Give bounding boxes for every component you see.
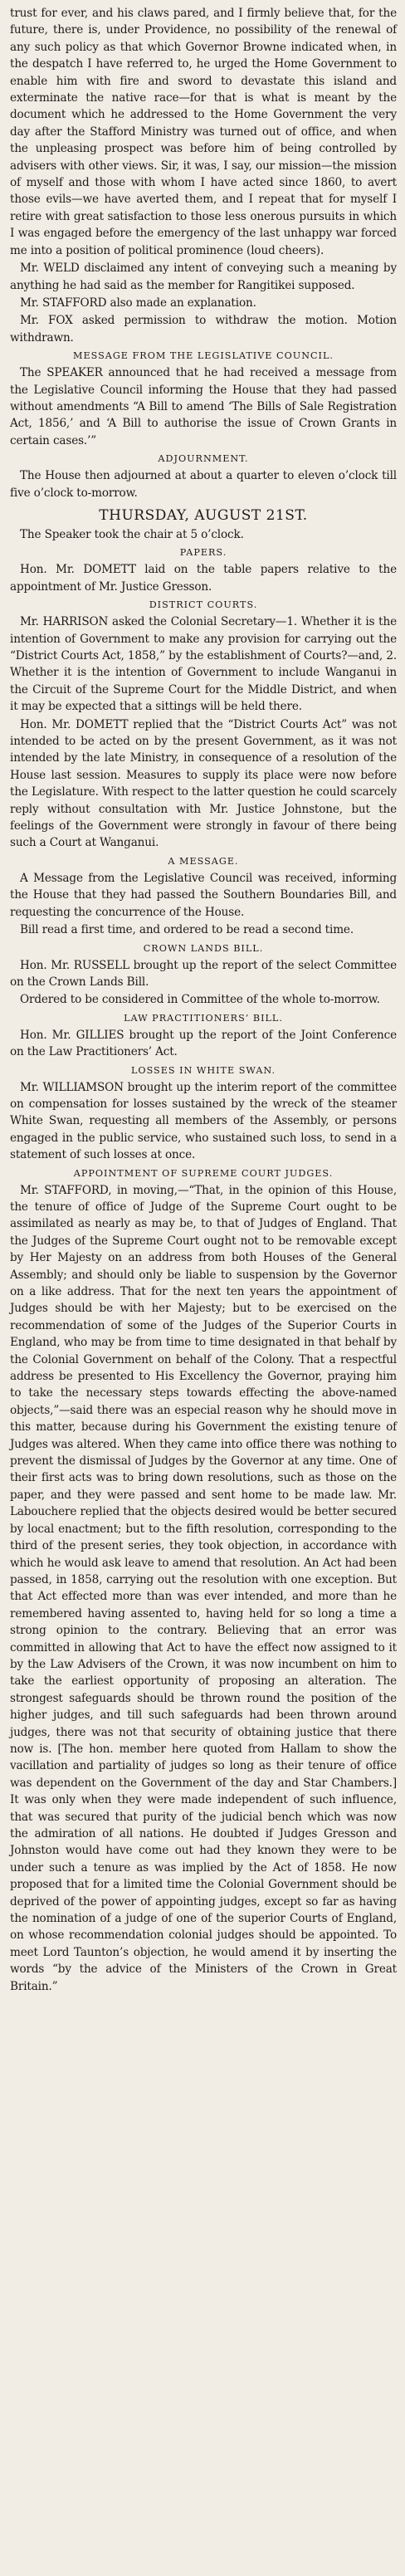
section-heading-white-swan-losses: LOSSES IN WHITE SWAN.	[130, 1064, 276, 1076]
adjournment-paragraph: The House then adjourned at about a quarter to eleven o’clock till five o’clock to-morrow.	[10, 469, 397, 500]
section-heading-adjournment: ADJOURNMENT.	[158, 453, 249, 465]
williamson-report-paragraph: Mr. WILLIAMSON brought up the interim report of the committee on compensation for losses sustained by the wreck of the steamer White Swan, requesting all members of the Assembly, or persons engaged in the public service, who sustained such loss, to send in a statement of such losses at once.	[10, 1080, 397, 1162]
date-heading: THURSDAY, AUGUST 21ST.	[99, 506, 308, 524]
weld-disclaimer-paragraph: Mr. WELD disclaimed any intent of conveying such a meaning by anything he had said as the member for Rangitikei supposed.	[10, 262, 397, 292]
section-heading-supreme-court-judges: APPOINTMENT OF SUPREME COURT JUDGES.	[73, 1167, 334, 1179]
stafford-explanation-paragraph: Mr. STAFFORD also made an explanation.	[20, 296, 256, 310]
speaker-chair-paragraph: The Speaker took the chair at 5 o’clock.	[20, 527, 244, 541]
domett-reply-paragraph: Hon. Mr. DOMETT replied that the “District Courts Act” was not intended to be acted on by the present Government, as it was not intended by the late Ministry, in consequence of a resolution of the House last session. Measures to supply its place were now before the Legislature. With respect to the latter question he could scarcely reply without consultation with Mr. Justice Johnstone, but the feelings of the Government were strongly in favour of there being such a Court at Wanganui.	[10, 717, 397, 850]
speaker-announcement-paragraph: The SPEAKER announced that he had received a message from the Legislative Council informing the House that they had passed without amendments “A Bill to amend ‘The Bills of Sale Registration Act, 1856,’ and ‘A Bill to authorise the issue of Crown Grants in certain cases.’”	[10, 366, 397, 447]
section-heading-message: A MESSAGE.	[168, 855, 239, 867]
section-heading-crown-lands-bill: CROWN LANDS BILL.	[143, 942, 264, 954]
speech-continuation-paragraph: trust for ever, and his claws pared, and I firmly believe that, for the future, there is, under Providence, no possibility of the renewal of any such policy as that which Governor Browne indicated when, in the despatch I have referred to, he urged the Home Government to enable him with fire and sword to devastate this island and exterminate the native race—for that is what is meant by the document which he addressed to the Home Government the very day after the Stafford Ministry was turned out of office, and when the unpleasing prospect was before him of being controlled by advisers with other views. Sir, it was, I say, our mission—the mission of myself and those with whom I have acted since 1860, to avert those evils—we have averted them, and I repeat that for myself I retire with great satisfaction to those less onerous pursuits in which I was engaged before the emergency of the last unhappy war forced me into a position of political prominence (loud cheers).	[10, 7, 397, 257]
stafford-motion-paragraph: Mr. STAFFORD, in moving,—“That, in the opinion of this House, the tenure of office of Judge of the Supreme Court ought to be assimilated as nearly as may be, to that of Judges of England. That the Judges of the Supreme Court ought not to be removable except by Her Majesty on an address from both Houses of the General Assembly; and should only be liable to suspension by the Governor on a like address. That for the next ten years the appointment of Judges should be with her Majesty; but to be exercised on the recommendation of some of the Judges of the Superior Courts in England, who may be from time to time designated in that behalf by the Colonial Government on behalf of the Colony. That a respectful address be presented to His Excellency the Governor, praying him to take the necessary steps towards effecting the above-named objects,”—said there was an especial reason why he should move in this matter, because during his Government the existing tenure of Judges was altered. When they came into office there was nothing to prevent the dismissal of Judges by the Governor at any time. One of their first acts was to bring down resolutions, such as those on the paper, and they were passed and sent home to be made law. Mr. Labouchere replied that the objects desired would be better secured by local enactment; but to the fifth resolution, corresponding to the third of the present series, they took objection, in accordance with which he would ask leave to amend that resolution. An Act had been passed, in 1858, carrying out the resolution with one exception. But that Act effected more than was ever intended, and more than he remembered having assented to, having held for so long a time a strong opinion to the contrary. Believing that an error was committed in allowing that Act to have the effect now assigned to it by the Law Advisers of the Crown, it was now incumbent on him to take the earliest opportunity of proposing an alteration. The strongest safeguards should be thrown round the position of the higher judges, and till such safeguards had been thrown around judges, there was not that security of obtaining justice that there now is. [The hon. member here quoted from Hallam to show the vacillation and partiality of judges so long as their tenure of office was dependent on the Government of the day and Star Chambers.] It was only when they were made independent of such influence, that was secured that purity of the judicial bench which was now the admiration of all nations. He doubted if Judges Gresson and Johnston would have come out had they known they were to be under such a tenure as was implied by the Act of 1858. He now proposed that for a limited time the Colonial Government should be deprived of the power of appointing judges, except so far as having the nomination of a judge of one of the superior Courts of England, on whose recommendation colonial judges should be appointed. To meet Lord Taunton’s objection, he would amend it by inserting the words “by the advice of the Ministers of the Crown in Great Britain.”	[10, 1183, 397, 1993]
section-heading-legislative-council-message: MESSAGE FROM THE LEGISLATIVE COUNCIL.	[73, 350, 334, 362]
fox-withdrawal-paragraph: Mr. FOX asked permission to withdraw the motion. Motion withdrawn.	[10, 314, 397, 345]
council-message-paragraph: A Message from the Legislative Council was received, informing the House that they had passed the Southern Boundaries Bill, and requesting the concurrence of the House.	[10, 871, 397, 919]
russell-report-paragraph: Hon. Mr. RUSSELL brought up the report of the select Committee on the Crown Lands Bill.	[10, 958, 397, 989]
gillies-report-paragraph: Hon. Mr. GILLIES brought up the report of the Joint Conference on the Law Practitioners’ Act.	[10, 1028, 397, 1059]
section-heading-papers: PAPERS.	[179, 547, 227, 559]
papers-paragraph: Hon. Mr. DOMETT laid on the table papers relative to the appointment of Mr. Justice Gresson.	[10, 563, 397, 594]
bill-first-reading-paragraph: Bill read a first time, and ordered to be read a second time.	[20, 923, 354, 937]
section-heading-law-practitioners-bill: LAW PRACTITIONERS’ BILL.	[124, 1012, 283, 1024]
section-heading-district-courts: DISTRICT COURTS.	[149, 599, 258, 611]
harrison-question-paragraph: Mr. HARRISON asked the Colonial Secretary—1. Whether it is the intention of Government to make any provision for carrying out the “District Courts Act, 1858,” by the establishment of Courts?—and, 2. Whether it is the intention of Government to include Wanganui in the Circuit of the Supreme Court for the Middle District, and when it may be expected that a sittings will be held there.	[10, 615, 397, 714]
committee-order-paragraph: Ordered to be considered in Committee of the whole to-morrow.	[20, 993, 380, 1007]
